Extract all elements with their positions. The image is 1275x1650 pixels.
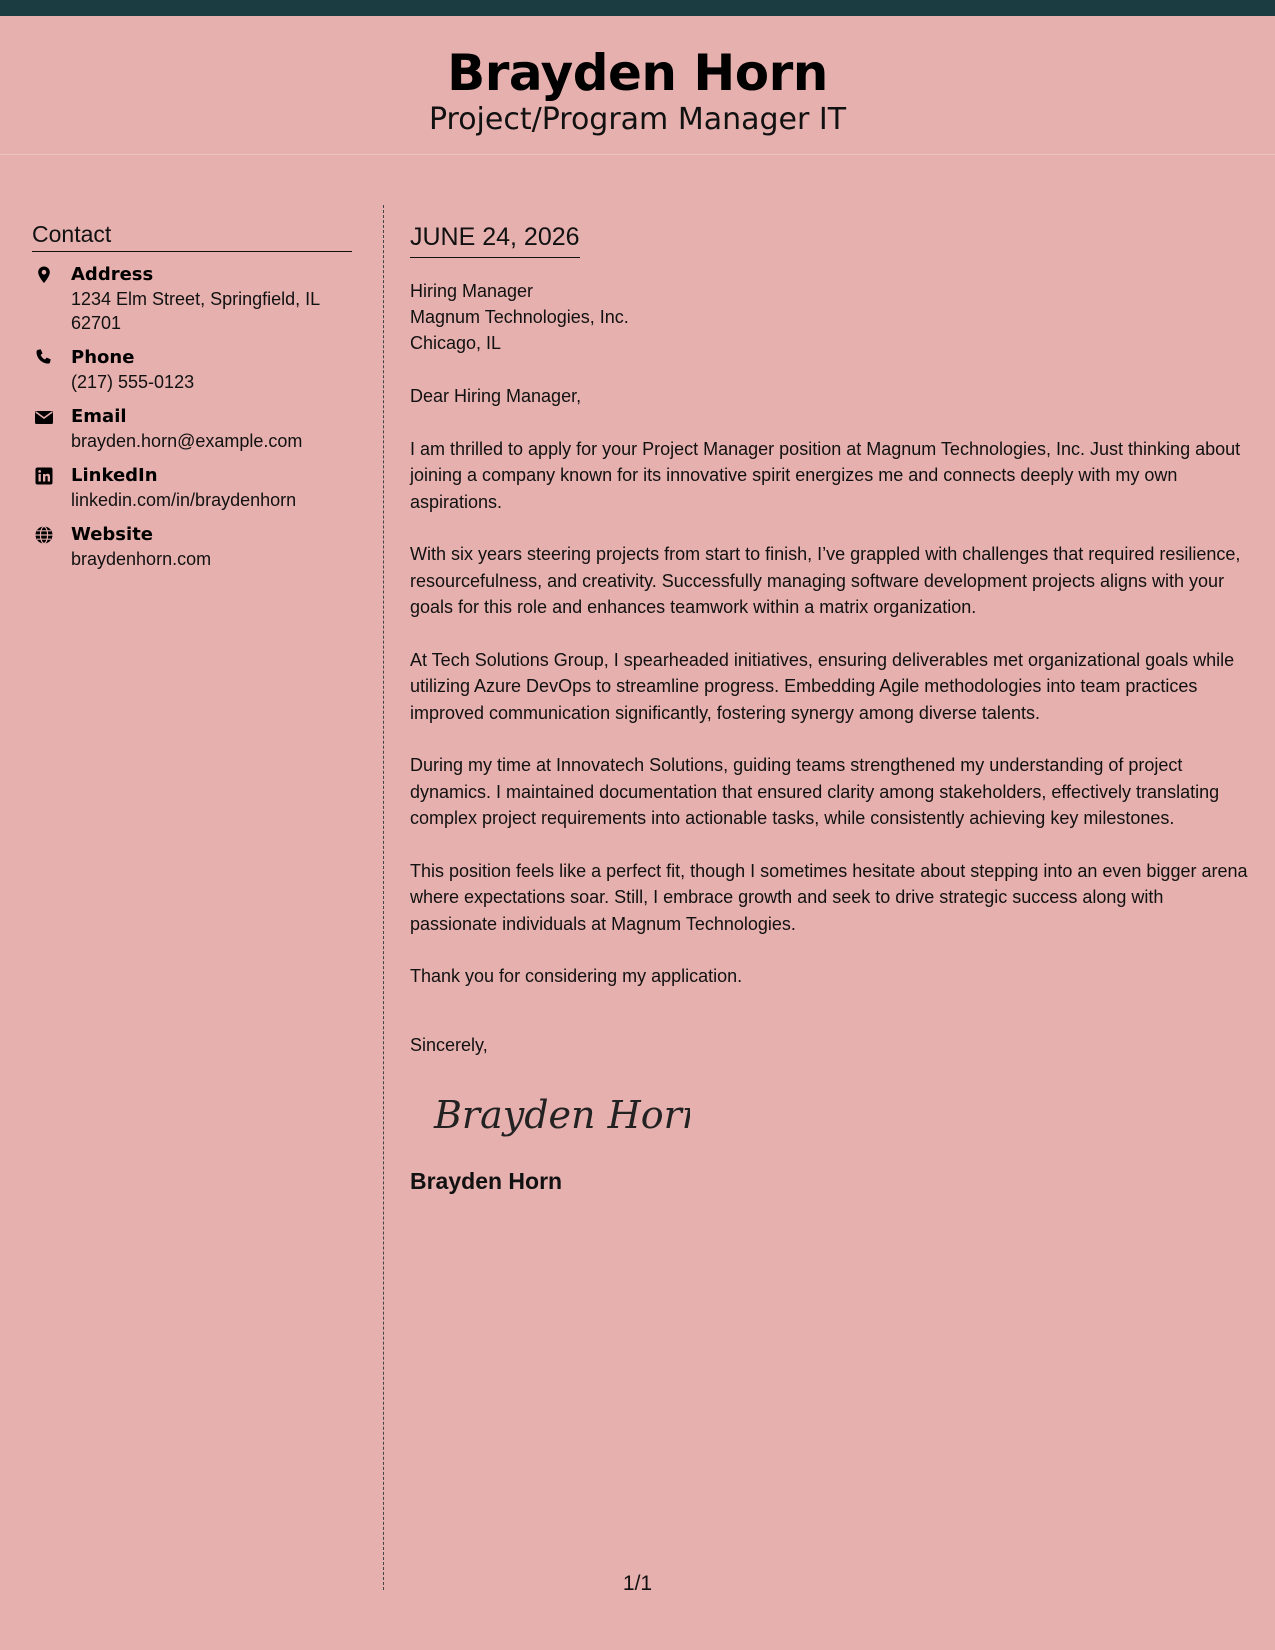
- salutation: Dear Hiring Manager,: [410, 386, 582, 406]
- contact-item-phone: [32, 346, 352, 394]
- body-paragraph: I am thrilled to apply for your Project Manager position at Magnum Technologies, Inc. Just thinking about joining a company known for its innovative spirit energizes me and connects deeply with my own aspirations.: [410, 438, 1241, 512]
- contact-item-website: [32, 523, 352, 571]
- map-pin-icon: [34, 265, 54, 285]
- contact-label-linkedin: LinkedIn: [71, 465, 158, 486]
- letter-body: [410, 220, 1255, 1196]
- recipient-block: [410, 278, 1255, 356]
- applicant-name: Brayden Horn: [447, 44, 828, 102]
- signed-name: Brayden Horn: [410, 1168, 563, 1194]
- contact-value-address: 1234 Elm Street, Springfield, IL 62701: [71, 289, 320, 333]
- envelope-icon: [34, 407, 54, 427]
- contact-label-email: Email: [71, 406, 127, 427]
- signature-text: Brayden Horn: [434, 1093, 690, 1137]
- top-accent-bar: [0, 0, 1275, 16]
- contact-item-email: [32, 405, 352, 453]
- contact-item-address: [32, 263, 352, 335]
- body-paragraph: At Tech Solutions Group, I spearheaded initiatives, ensuring deliverables met organizational goals while utilizing Azure DevOps to streamline progress. Embedding Agile methodologies into team practices improved communication significantly, fostering synergy among diverse talents.: [410, 649, 1235, 723]
- recipient-line: Hiring Manager: [410, 281, 534, 301]
- page-number: 1/1: [622, 1572, 653, 1595]
- globe-icon: [34, 525, 54, 545]
- contact-label-website: Website: [71, 524, 154, 545]
- closing-line: Sincerely,: [410, 1034, 488, 1055]
- phone-icon: [34, 348, 54, 368]
- linkedin-icon: [34, 466, 54, 486]
- recipient-line: Magnum Technologies, Inc.: [410, 307, 629, 327]
- body-paragraph: This position feels like a perfect fit, though I sometimes hesitate about stepping into an even bigger arena where expectations soar. Still, I embrace growth and seek to drive strategic success along with passionate individuals at Magnum Technologies.: [410, 860, 1248, 934]
- recipient-line: Chicago, IL: [410, 333, 502, 353]
- contact-label-phone: Phone: [71, 347, 135, 368]
- contact-heading: Contact: [32, 218, 352, 252]
- handwritten-signature: [430, 1086, 690, 1146]
- page-header: [0, 16, 1275, 155]
- column-divider: [383, 205, 384, 1590]
- contact-value-linkedin[interactable]: linkedin.com/in/braydenhorn: [71, 490, 297, 510]
- body-paragraph: During my time at Innovatech Solutions, guiding teams strengthened my understanding of project dynamics. I maintained documentation that ensured clarity among stakeholders, effectively translating complex project requirements into actionable tasks, while consistently achieving key milestones.: [410, 755, 1220, 828]
- contact-label-address: Address: [71, 264, 154, 285]
- body-paragraph: With six years steering projects from start to finish, I’ve grappled with challenges that required resilience, resourcefulness, and creativity. Successfully managing software development projects aligns with your goals for this role and enhances teamwork within a matrix organization.: [410, 544, 1241, 617]
- contact-item-linkedin: [32, 464, 352, 512]
- contact-value-website[interactable]: braydenhorn.com: [71, 549, 212, 569]
- contact-value-phone: (217) 555-0123: [71, 372, 195, 392]
- letter-date: JUNE 24, 2026: [410, 220, 580, 258]
- thank-you-line: Thank you for considering my application.: [410, 966, 743, 986]
- applicant-title: Project/Program Manager IT: [428, 102, 847, 137]
- contact-sidebar: [32, 218, 352, 571]
- contact-value-email[interactable]: brayden.horn@example.com: [71, 431, 303, 451]
